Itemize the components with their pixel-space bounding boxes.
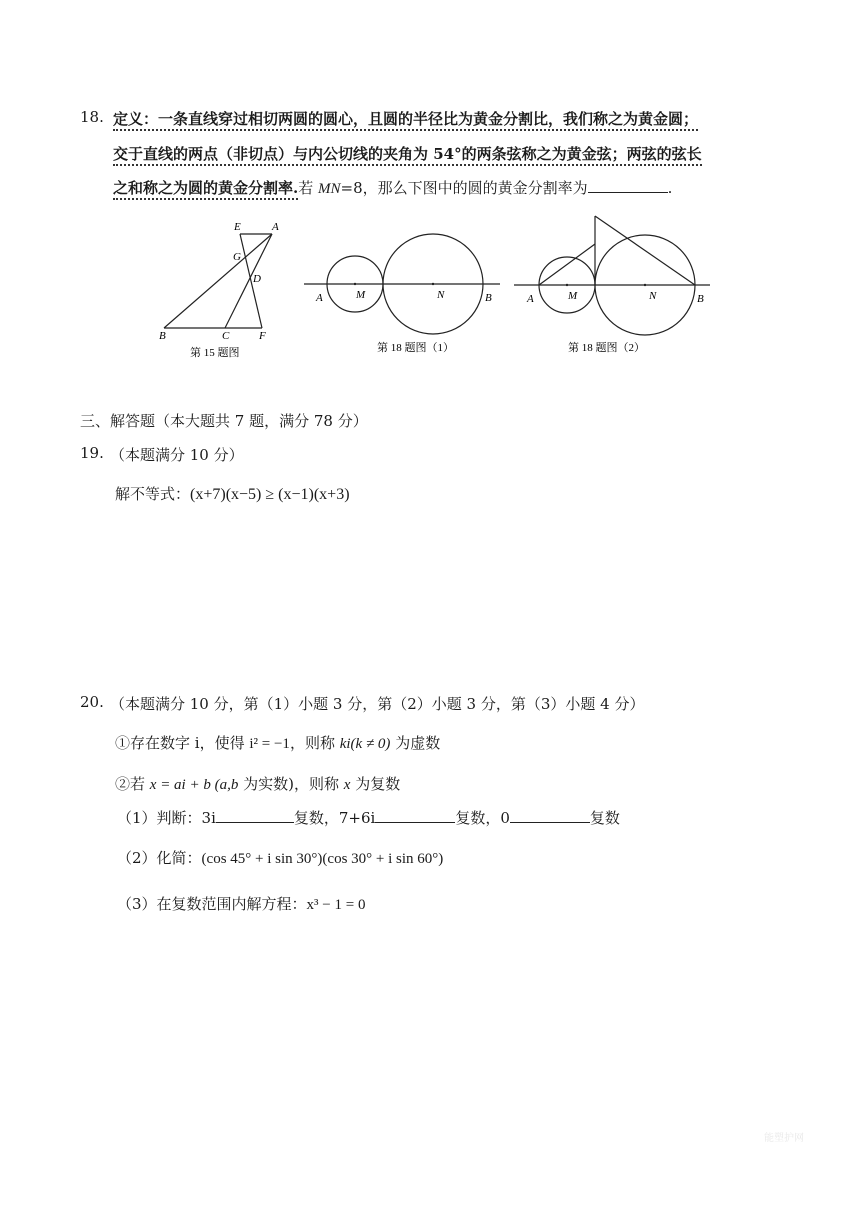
q20-part1-d: 复数 bbox=[589, 809, 620, 827]
fig15-label-b: B bbox=[159, 330, 166, 342]
q18-answer-blank[interactable] bbox=[588, 178, 668, 193]
q20-def1-math2: ki(k ≠ 0) bbox=[339, 736, 391, 752]
q19-prompt: 解不等式： bbox=[115, 485, 191, 503]
q20-part2-a: （2）化简： bbox=[117, 849, 202, 867]
q20-def1-math: i² = −1 bbox=[249, 736, 290, 752]
fig15-label-f: F bbox=[259, 330, 266, 342]
q20-def2-math: x = ai + b (a,b bbox=[149, 777, 239, 793]
q20-number: 20. bbox=[80, 693, 104, 711]
figure-18-1 bbox=[300, 230, 505, 360]
fig15-label-e: E bbox=[234, 221, 241, 233]
q20-part-1 bbox=[117, 807, 620, 828]
q18-line3-pre: 若 bbox=[298, 179, 319, 197]
watermark: 能塑护网 bbox=[764, 1133, 804, 1144]
fig18a-label-m: M bbox=[356, 289, 366, 301]
q20-part3-math: x³ − 1 = 0 bbox=[306, 897, 366, 913]
q20-def1-b: ，则称 bbox=[289, 734, 340, 752]
q19-header: （本题满分 10 分） bbox=[110, 446, 244, 464]
q20-definition-1 bbox=[115, 732, 440, 753]
fig15-caption: 第 15 题图 bbox=[190, 347, 240, 359]
q18-line1-text: 定义：一条直线穿过相切两圆的圆心，且圆的半径比为黄金分割比，我们称之为黄金圆； bbox=[113, 110, 698, 131]
q19-expression: (x+7)(x−5) ≥ (x−1)(x+3) bbox=[190, 486, 350, 503]
q19-problem bbox=[115, 483, 350, 504]
q20-def2-b: 为实数)，则称 bbox=[238, 775, 344, 793]
q20-part3-a: （3）在复数范围内解方程： bbox=[117, 895, 307, 913]
q20-def2-c: 为复数 bbox=[350, 775, 401, 793]
q20-def2-a: ②若 bbox=[115, 775, 150, 793]
q20-part1-blank-1[interactable] bbox=[216, 808, 294, 823]
fig15-label-g: G bbox=[233, 251, 241, 263]
figure-15 bbox=[150, 218, 290, 363]
q20-def2-x: x bbox=[343, 777, 351, 793]
q20-header: （本题满分 10 分，第（1）小题 3 分，第（2）小题 3 分，第（3）小题 4 分） bbox=[110, 695, 645, 713]
q20-part1-c: 复数，0 bbox=[455, 809, 510, 827]
fig15-label-c: C bbox=[222, 330, 230, 342]
q18-line3-bold: 之和称之为圆的黄金分割率. bbox=[113, 179, 298, 200]
q20-part1-b: 复数，7+6i bbox=[293, 809, 376, 827]
q18-number: 18. bbox=[80, 108, 104, 126]
q18-line2 bbox=[113, 143, 702, 164]
q18-line3-end: . bbox=[667, 179, 673, 197]
q20-definition-2 bbox=[115, 773, 400, 794]
q20-part1-a: （1）判断：3i bbox=[117, 809, 216, 827]
fig18a-label-b: B bbox=[485, 292, 492, 304]
fig15-label-d: D bbox=[253, 273, 261, 285]
q20-part-3 bbox=[117, 893, 365, 914]
fig18b-label-b: B bbox=[697, 293, 704, 305]
q20-part-2 bbox=[117, 847, 443, 868]
q19-number: 19. bbox=[80, 444, 104, 462]
q20-def1-a: ①存在数字 i，使得 bbox=[115, 734, 250, 752]
q18-line1 bbox=[113, 108, 698, 129]
fig18b-label-a: A bbox=[527, 293, 534, 305]
fig18a-caption: 第 18 题图（1） bbox=[377, 342, 454, 354]
q18-line3-eq: =8，那么下图中的圆的黄金分割率为 bbox=[340, 179, 588, 197]
section-3-title: 三、解答题（本大题共 7 题，满分 78 分） bbox=[80, 412, 368, 430]
q20-part1-blank-3[interactable] bbox=[510, 808, 590, 823]
q18-line3 bbox=[113, 177, 672, 198]
q20-part1-blank-2[interactable] bbox=[375, 808, 455, 823]
figure-18-2 bbox=[510, 210, 715, 360]
fig18a-label-n: N bbox=[437, 289, 445, 301]
q18-line2-text: 交于直线的两点（非切点）与内公切线的夹角为 54°的两条弦称之为黄金弦；两弦的弦长 bbox=[113, 145, 702, 166]
q18-mn: MN bbox=[318, 181, 341, 197]
fig18b-caption: 第 18 题图（2） bbox=[568, 342, 645, 354]
fig18b-label-n: N bbox=[649, 290, 657, 302]
q20-def1-c: 为虚数 bbox=[390, 734, 441, 752]
q20-part2-math: (cos 45° + i sin 30°)(cos 30° + i sin 60°) bbox=[201, 851, 444, 867]
fig15-label-a: A bbox=[272, 221, 279, 233]
fig18b-label-m: M bbox=[568, 290, 578, 302]
fig18a-label-a: A bbox=[316, 292, 323, 304]
